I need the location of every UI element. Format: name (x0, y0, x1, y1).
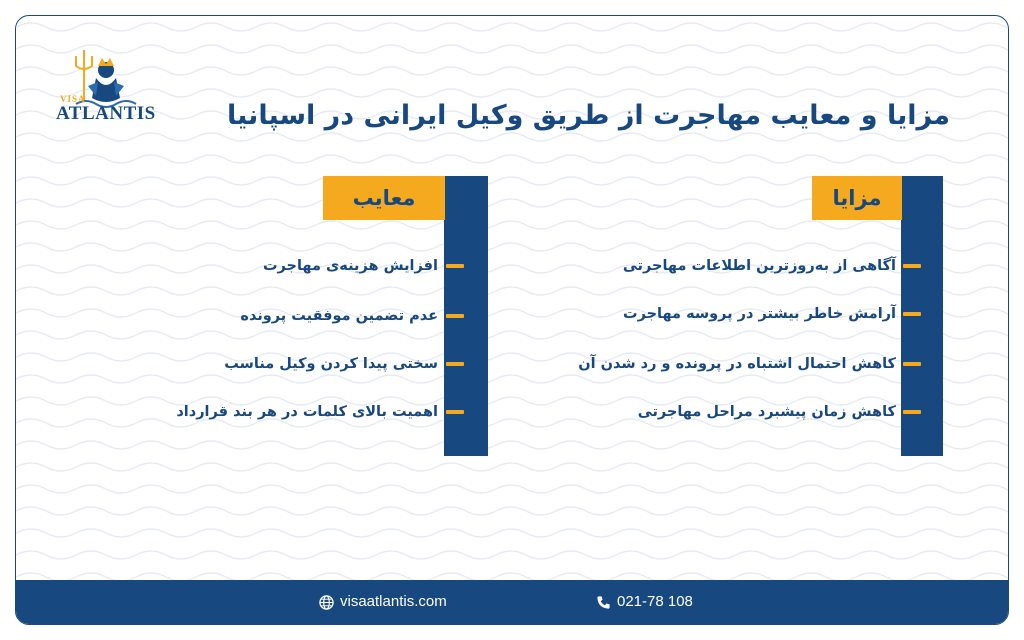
advantage-item-2: آرامش خاطر بیشتر در پروسه مهاجرت (623, 306, 896, 322)
phone-text: 021-78 108 (617, 593, 693, 610)
disadvantages-heading: معایب (323, 176, 445, 220)
disadvantage-item-4: اهمیت بالای کلمات در هر بند قرارداد (176, 404, 438, 420)
disadvantage-item-3: سختی پیدا کردن وکیل مناسب (224, 356, 438, 372)
globe-icon (319, 595, 334, 610)
footer-website[interactable] (319, 580, 447, 624)
disadvantage-item-2: عدم تضمین موفقیت پرونده (240, 308, 438, 324)
advantage-dash-1 (903, 264, 921, 268)
advantages-bar (901, 176, 943, 456)
disadvantage-dash-3 (446, 362, 464, 366)
footer-bar (16, 580, 1009, 624)
advantage-item-1: آگاهی از به‌روزترین اطلاعات مهاجرتی (622, 258, 896, 274)
logo-visa-text: VISA (60, 94, 86, 104)
page-title: مزایا و معایب مهاجرت از طریق وکیل ایرانی در اسپانیا (227, 100, 950, 131)
advantages-heading: مزایا (812, 176, 902, 220)
phone-icon (596, 595, 611, 610)
website-text: visaatlantis.com (340, 593, 447, 610)
advantage-dash-2 (903, 312, 921, 316)
footer-phone[interactable] (596, 580, 693, 624)
disadvantage-dash-2 (446, 314, 464, 318)
advantage-dash-4 (903, 410, 921, 414)
logo-atlantis-text: ATLANTIS (56, 103, 156, 124)
advantage-dash-3 (903, 362, 921, 366)
disadvantage-item-1: افزایش هزینه‌ی مهاجرت (262, 258, 438, 274)
disadvantage-dash-4 (446, 410, 464, 414)
advantage-item-3: کاهش احتمال اشتباه در پرونده و رد شدن آن (578, 356, 896, 372)
infographic-card (15, 15, 1009, 625)
disadvantage-dash-1 (446, 264, 464, 268)
atlantis-logo (54, 46, 154, 141)
advantage-item-4: کاهش زمان پیشبرد مراحل مهاجرتی (637, 404, 896, 420)
